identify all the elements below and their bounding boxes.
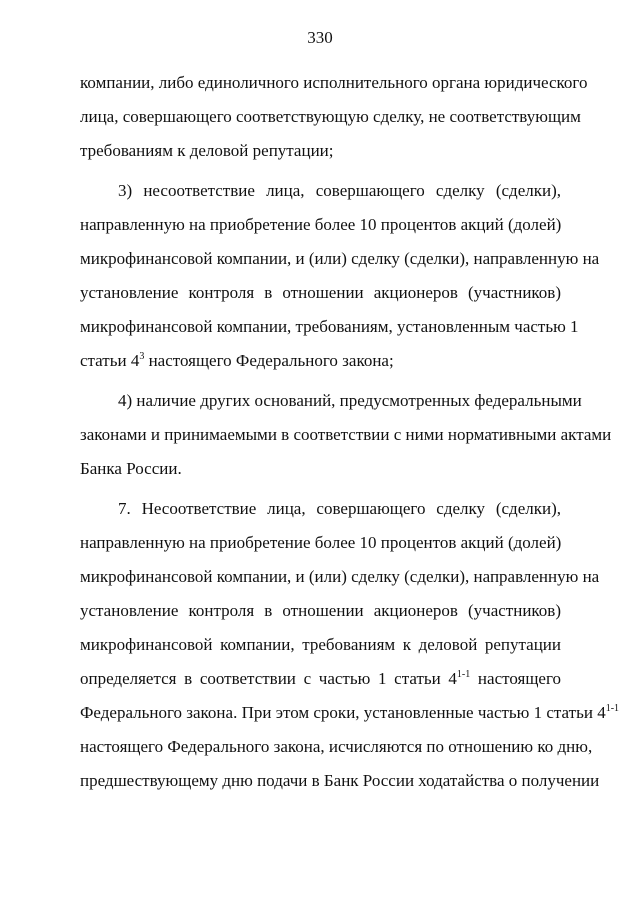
text-line (80, 662, 561, 696)
superscript: 1-1 (605, 703, 620, 714)
text-fragment: настоящего (470, 669, 561, 688)
paragraph-item-3 (80, 174, 600, 378)
text-line: требованиям к деловой репутации; (80, 141, 334, 160)
text-line: микрофинансовой компании, требованиям к деловой репутации (80, 635, 561, 654)
text-line: лица, совершающего соответствующую сделку, не соответствующим (80, 107, 581, 126)
text-line: установление контроля в отношении акционеров (участников) (80, 601, 561, 620)
paragraph-continuation (80, 66, 588, 168)
text-line: законами и принимаемыми в соответствии с ними нормативными актами (80, 425, 612, 444)
text-line (80, 344, 561, 378)
text-line: микрофинансовой компании, и (или) сделку (сделки), направленную на (80, 567, 600, 586)
text-line: направленную на приобретение более 10 процентов акций (долей) (80, 215, 562, 234)
text-line: Банка России. (80, 459, 182, 478)
text-line: 7. Несоответствие лица, совершающего сделку (сделки), (118, 499, 561, 518)
text-line: компании, либо единоличного исполнительного органа юридического (80, 73, 588, 92)
superscript: 1-1 (456, 669, 471, 680)
paragraph-item-4 (80, 384, 612, 486)
text-line: настоящего Федерального закона, исчисляются по отношению ко дню, (80, 737, 593, 756)
text-line: установление контроля в отношении акционеров (участников) (80, 283, 561, 302)
text-fragment: настоящего Федерального закона; (144, 351, 394, 370)
superscript: 3 (139, 351, 145, 362)
text-line: микрофинансовой компании, и (или) сделку (сделки), направленную на (80, 249, 600, 268)
text-line: 3) несоответствие лица, совершающего сделку (сделки), (118, 181, 561, 200)
document-body (80, 66, 620, 798)
text-line: направленную на приобретение более 10 процентов акций (долей) (80, 533, 562, 552)
text-line (80, 696, 620, 730)
text-fragment: статьи 4 (80, 351, 140, 370)
text-line: 4) наличие других оснований, предусмотренных федеральными (118, 391, 582, 410)
text-line: предшествующему дню подачи в Банк России ходатайства о получении (80, 771, 600, 790)
paragraph-section-7 (80, 492, 620, 798)
text-fragment: Федерального закона. При этом сроки, установленные частью 1 статьи 4 (80, 703, 606, 722)
page-number: 330 (307, 28, 333, 47)
text-fragment: определяется в соответствии с частью 1 статьи 4 (80, 669, 457, 688)
text-line: микрофинансовой компании, требованиям, установленным частью 1 (80, 317, 579, 336)
